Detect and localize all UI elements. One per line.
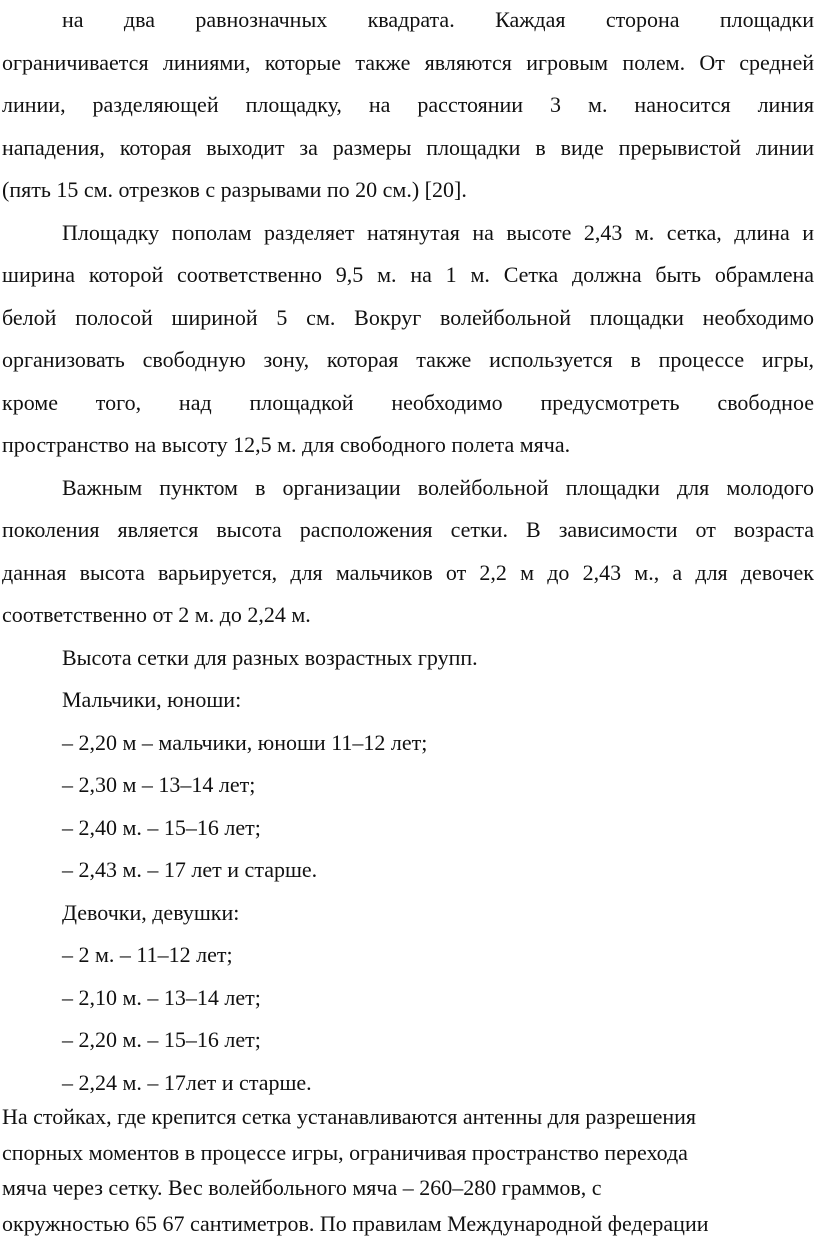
text-line: (пять 15 см. отрезков с разрывами по 20 см.) [20]. (2, 177, 467, 202)
paragraph (2, 0, 814, 212)
document-page (2, 0, 814, 1242)
text-line: поколения является высота расположения сетки. В зависимости от возраста (2, 517, 814, 542)
list-item: Девочки, девушки: (62, 899, 240, 925)
list-item: Высота сетки для разных возрастных групп. (62, 644, 478, 670)
text-line: данная высота варьируется, для мальчиков от 2,2 м до 2,43 м., а для девочек (2, 559, 814, 585)
text-line: Площадку пополам разделяет натянутая на высоте 2,43 м. сетка, длина и (62, 219, 814, 245)
text-line: белой полосой шириной 5 см. Вокруг волейбольной площадки необходимо (2, 304, 814, 330)
paragraph (2, 467, 814, 637)
text-line: мяча через сетку. Вес волейбольного мяча – 260–280 граммов, с (2, 1175, 602, 1201)
text-line: на два равнозначных квадрата. Каждая сторона площадки (62, 7, 814, 32)
text-line: соответственно от 2 м. до 2,24 м. (2, 602, 311, 627)
list-item: Мальчики, юноши: (62, 687, 242, 712)
text-line: ограничивается линиями, которые также являются игровым полем. От средней (2, 49, 814, 75)
text-line: Важным пунктом в организации волейбольной площадки для молодого (62, 474, 814, 500)
list-item: – 2,10 м. – 13–14 лет; (62, 984, 261, 1010)
list-item: – 2,20 м. – 15–16 лет; (62, 1027, 261, 1052)
list-item: – 2,24 м. – 17лет и старше. (62, 1069, 312, 1095)
text-line: спорных моментов в процессе игры, ограничивая пространство перехода (2, 1139, 688, 1165)
text-line: На стойках, где крепится сетка устанавливаются антенны для разрешения (2, 1104, 697, 1129)
net-height-list (2, 637, 814, 1105)
text-line: организовать свободную зону, которая также используется в процессе игры, (2, 347, 814, 372)
text-line: окружностью 65 67 сантиметров. По правилам Международной федерации (2, 1211, 709, 1237)
text-line: кроме того, над площадкой необходимо предусмотреть свободное (2, 389, 814, 415)
list-item: – 2,43 м. – 17 лет и старше. (62, 857, 318, 882)
paragraph (2, 212, 814, 467)
text-line: пространство на высоту 12,5 м. для свободного полета мяча. (2, 432, 571, 457)
list-item: – 2 м. – 11–12 лет; (62, 942, 233, 967)
list-item: – 2,30 м – 13–14 лет; (62, 772, 256, 797)
paragraph (2, 1099, 814, 1242)
text-line: ширина которой соответственно 9,5 м. на 1 м. Сетка должна быть обрамлена (2, 262, 814, 287)
text-line: нападения, которая выходит за размеры площадки в виде прерывистой линии (2, 134, 814, 160)
list-item: – 2,40 м. – 15–16 лет; (62, 814, 261, 840)
text-line: линии, разделяющей площадку, на расстоянии 3 м. наносится линия (2, 92, 814, 117)
list-item: – 2,20 м – мальчики, юноши 11–12 лет; (62, 729, 428, 755)
